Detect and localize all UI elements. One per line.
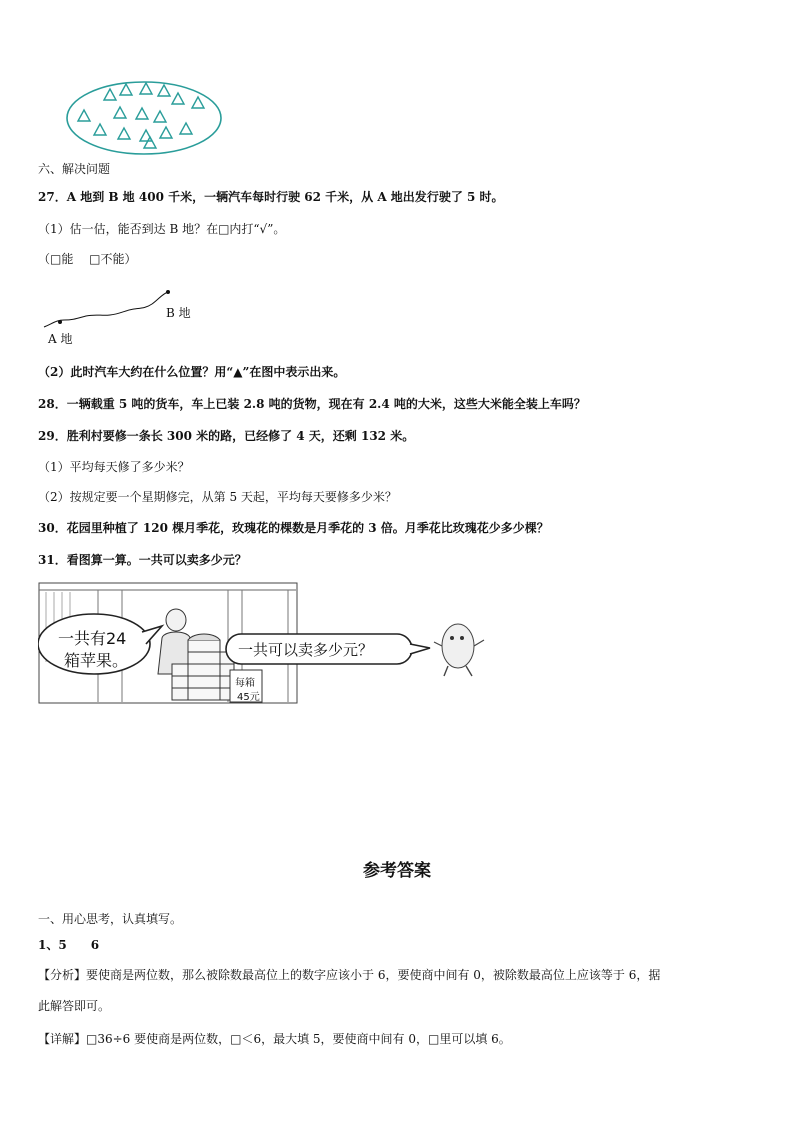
q29-stem: 29．胜利村要修一条长 300 米的路，已经修了 4 天，还剩 132 米。 <box>38 429 415 443</box>
triangle <box>120 84 132 95</box>
q27-options: （□能 □不能） <box>38 252 137 266</box>
triangle <box>140 83 152 94</box>
triangle <box>136 108 148 119</box>
triangle <box>158 85 170 96</box>
point-b <box>166 290 170 294</box>
q27-stem: 27．A 地到 B 地 400 千米，一辆汽车每时行驶 62 千米，从 A 地出发行驶了 5 时。 <box>38 190 504 204</box>
q27-part2: （2）此时汽车大约在什么位置？用“▲”在图中表示出来。 <box>38 365 346 379</box>
triangle <box>180 123 192 134</box>
answer-analysis-line2: 此解答即可。 <box>38 999 111 1013</box>
seller-head <box>166 609 186 631</box>
left-bubble-line2: 箱苹果。 <box>64 651 129 670</box>
q31-stem: 31．看图算一算。一共可以卖多少元？ <box>38 553 247 567</box>
triangle <box>140 130 152 141</box>
answer-detail: 【详解】□36÷6 要使商是两位数，□＜6，最大填 5，要使商中间有 0，□里可以填 6。 <box>38 1032 511 1046</box>
answer-analysis-line1: 【分析】要使商是两位数，那么被除数最高位上的数字应该小于 6，要使商中间有 0，被除数最高位上应该等于 6，据 <box>38 968 661 982</box>
left-bubble-line1: 一共有24 <box>58 629 127 648</box>
q29-part1: （1）平均每天修了多少米？ <box>38 460 190 474</box>
triangle <box>172 93 184 104</box>
triangle <box>154 111 166 122</box>
apples-top <box>188 634 220 640</box>
point-a <box>58 320 62 324</box>
q28: 28．一辆载重 5 吨的货车，车上已装 2.8 吨的货物，现在有 2.4 吨的大米，这些大米能全装上车吗？ <box>38 397 586 411</box>
triangle <box>114 107 126 118</box>
oval-outline <box>67 82 221 154</box>
answers-title: 参考答案 <box>363 861 431 881</box>
triangle <box>160 127 172 138</box>
sign-line1: 每箱 <box>235 678 255 689</box>
section6-title: 六、解决问题 <box>38 162 111 176</box>
right-bubble-text: 一共可以卖多少元？ <box>238 641 374 659</box>
q31-illustration <box>38 582 490 704</box>
triangle <box>94 124 106 135</box>
label-b: B 地 <box>166 306 191 320</box>
triangles-oval-diagram <box>60 78 230 160</box>
triangle <box>192 97 204 108</box>
answer-item1: 1、5 6 <box>38 938 100 952</box>
character-body <box>442 624 474 668</box>
triangle <box>78 110 90 121</box>
label-a: A 地 <box>48 332 73 346</box>
q30: 30．花园里种植了 120 棵月季花，玫瑰花的棵数是月季花的 3 倍。月季花比玫瑰花少多少棵？ <box>38 521 549 535</box>
triangle-group <box>78 83 204 148</box>
sign-line2: 45元 <box>237 692 260 703</box>
answers-section1: 一、用心思考，认真填写。 <box>38 912 183 926</box>
triangle <box>104 89 116 100</box>
triangle <box>118 128 130 139</box>
q27-part1: （1）估一估，能否到达 B 地？在□内打“√”。 <box>38 222 286 236</box>
road-line <box>44 292 168 327</box>
q29-part2: （2）按规定要一个星期修完，从第 5 天起，平均每天要修多少米？ <box>38 490 397 504</box>
